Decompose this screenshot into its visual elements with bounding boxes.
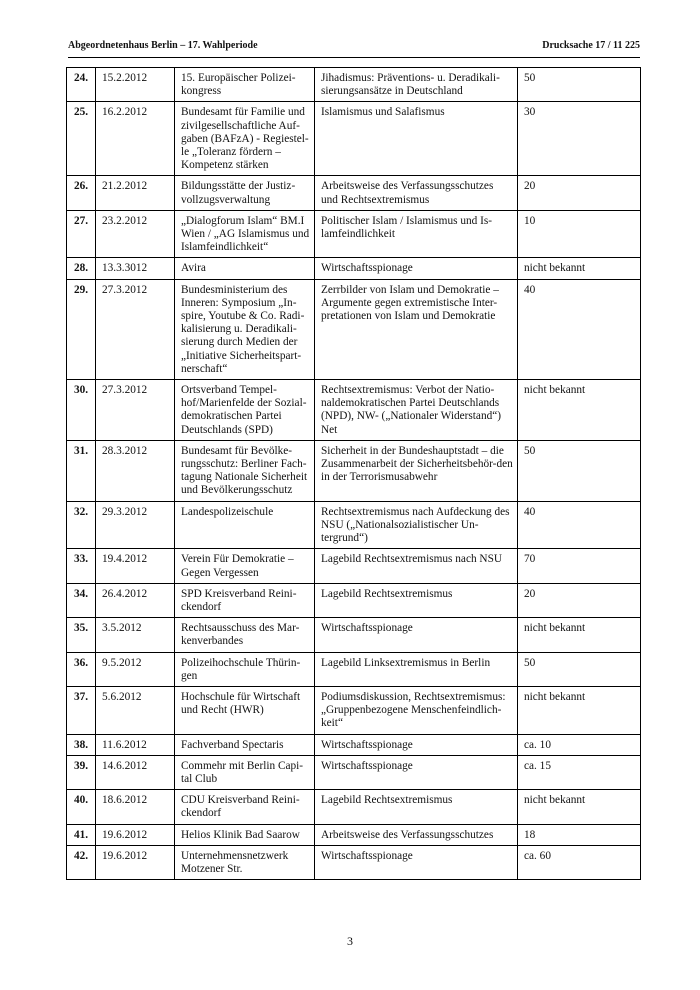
row-date: 18.6.2012: [96, 790, 175, 824]
table-row: [67, 102, 641, 176]
row-topic: Zerrbilder von Islam und Demokratie – Argumente gegen extremistische Inter-pretationen von Islam und Demokratie: [315, 279, 518, 379]
row-date: 19.6.2012: [96, 845, 175, 879]
events-table-body: [67, 68, 641, 880]
row-number: 26.: [67, 176, 96, 210]
row-participants: ca. 60: [518, 845, 641, 879]
row-participants: nicht bekannt: [518, 686, 641, 734]
row-topic: Wirtschaftsspionage: [315, 618, 518, 652]
row-organization: „Dialogforum Islam“ BM.I Wien / „AG Islamismus und Islamfeindlichkeit“: [175, 210, 315, 258]
row-organization: Bundesministerium des Inneren: Symposium „In-spire, Youtube & Co. Radi-kalisierung u. Deradikali-sierung durch Medien der „Initiative Sicherheitspart-nerschaft“: [175, 279, 315, 379]
row-participants: 50: [518, 440, 641, 501]
row-date: 16.2.2012: [96, 102, 175, 176]
table-row: [67, 279, 641, 379]
page-number: 3: [347, 934, 353, 948]
row-topic: Sicherheit in der Bundeshauptstadt – die Zusammenarbeit der Sicherheitsbehör-den in der Terrorismusabwehr: [315, 440, 518, 501]
row-organization: Bildungsstätte der Justiz-vollzugsverwaltung: [175, 176, 315, 210]
table-row: [67, 686, 641, 734]
row-organization: Fachverband Spectaris: [175, 734, 315, 755]
row-date: 19.4.2012: [96, 549, 175, 583]
row-date: 27.3.2012: [96, 279, 175, 379]
row-participants: nicht bekannt: [518, 258, 641, 279]
row-date: 23.2.2012: [96, 210, 175, 258]
row-date: 29.3.2012: [96, 501, 175, 549]
row-participants: 40: [518, 279, 641, 379]
row-number: 36.: [67, 652, 96, 686]
row-number: 40.: [67, 790, 96, 824]
row-topic: Lagebild Linksextremismus in Berlin: [315, 652, 518, 686]
row-date: 27.3.2012: [96, 380, 175, 441]
row-number: 38.: [67, 734, 96, 755]
row-organization: 15. Europäischer Polizei-kongress: [175, 68, 315, 102]
row-number: 31.: [67, 440, 96, 501]
row-date: 26.4.2012: [96, 583, 175, 617]
row-number: 39.: [67, 755, 96, 789]
row-topic: Lagebild Rechtsextremismus: [315, 790, 518, 824]
row-date: 11.6.2012: [96, 734, 175, 755]
row-number: 25.: [67, 102, 96, 176]
row-number: 34.: [67, 583, 96, 617]
header-rule: [68, 57, 640, 58]
row-topic: Wirtschaftsspionage: [315, 258, 518, 279]
row-topic: Rechtsextremismus nach Aufdeckung des NSU („Nationalsozialistischer Un-tergrund“): [315, 501, 518, 549]
row-participants: ca. 15: [518, 755, 641, 789]
row-organization: Bundesamt für Bevölke-rungsschutz: Berliner Fach-tagung Nationale Sicherheit und Bevölkerungsschutz: [175, 440, 315, 501]
row-date: 19.6.2012: [96, 824, 175, 845]
row-topic: Wirtschaftsspionage: [315, 845, 518, 879]
row-topic: Lagebild Rechtsextremismus nach NSU: [315, 549, 518, 583]
row-number: 28.: [67, 258, 96, 279]
row-number: 37.: [67, 686, 96, 734]
table-row: [67, 845, 641, 879]
row-organization: Ortsverband Tempel-hof/Marienfelde der Sozial-demokratischen Partei Deutschlands (SPD): [175, 380, 315, 441]
row-date: 13.3.3012: [96, 258, 175, 279]
table-row: [67, 790, 641, 824]
row-date: 21.2.2012: [96, 176, 175, 210]
row-organization: SPD Kreisverband Reini-ckendorf: [175, 583, 315, 617]
table-row: [67, 68, 641, 102]
table-row: [67, 652, 641, 686]
row-number: 32.: [67, 501, 96, 549]
row-organization: Verein Für Demokratie – Gegen Vergessen: [175, 549, 315, 583]
table-row: [67, 176, 641, 210]
row-date: 28.3.2012: [96, 440, 175, 501]
row-number: 35.: [67, 618, 96, 652]
row-participants: 18: [518, 824, 641, 845]
row-number: 29.: [67, 279, 96, 379]
header-document-number: Drucksache 17 / 11 225: [542, 40, 640, 51]
row-participants: 40: [518, 501, 641, 549]
row-topic: Arbeitsweise des Verfassungsschutzes: [315, 824, 518, 845]
row-topic: Lagebild Rechtsextremismus: [315, 583, 518, 617]
row-topic: Jihadismus: Präventions- u. Deradikali-sierungsansätze in Deutschland: [315, 68, 518, 102]
row-organization: Commehr mit Berlin Capi-tal Club: [175, 755, 315, 789]
row-topic: Islamismus und Salafismus: [315, 102, 518, 176]
row-topic: Politischer Islam / Islamismus und Is-lamfeindlichkeit: [315, 210, 518, 258]
row-participants: 70: [518, 549, 641, 583]
row-organization: Unternehmensnetzwerk Motzener Str.: [175, 845, 315, 879]
table-row: [67, 755, 641, 789]
row-organization: Avira: [175, 258, 315, 279]
row-topic: Rechtsextremismus: Verbot der Natio-naldemokratischen Partei Deutschlands (NPD), NW- („Nationaler Widerstand“) Net: [315, 380, 518, 441]
table-row: [67, 618, 641, 652]
table-row: [67, 583, 641, 617]
row-participants: 50: [518, 652, 641, 686]
row-date: 14.6.2012: [96, 755, 175, 789]
row-topic: Podiumsdiskussion, Rechtsextremismus: „Gruppenbezogene Menschenfeindlich-keit“: [315, 686, 518, 734]
row-organization: Bundesamt für Familie und zivilgesellschaftliche Auf-gaben (BAFzA) - Regiestel-le „Toleranz fördern – Kompetenz stärken: [175, 102, 315, 176]
row-number: 33.: [67, 549, 96, 583]
table-row: [67, 734, 641, 755]
row-organization: Hochschule für Wirtschaft und Recht (HWR): [175, 686, 315, 734]
row-participants: 20: [518, 176, 641, 210]
row-participants: 20: [518, 583, 641, 617]
row-organization: CDU Kreisverband Reini-ckendorf: [175, 790, 315, 824]
header-parliament: Abgeordnetenhaus Berlin – 17. Wahlperiode: [68, 40, 258, 51]
row-date: 15.2.2012: [96, 68, 175, 102]
table-row: [67, 258, 641, 279]
row-participants: 50: [518, 68, 641, 102]
row-number: 41.: [67, 824, 96, 845]
row-organization: Landespolizeischule: [175, 501, 315, 549]
table-row: [67, 824, 641, 845]
row-participants: 30: [518, 102, 641, 176]
row-date: 5.6.2012: [96, 686, 175, 734]
table-row: [67, 380, 641, 441]
row-participants: nicht bekannt: [518, 380, 641, 441]
row-topic: Arbeitsweise des Verfassungsschutzes und Rechtsextremismus: [315, 176, 518, 210]
row-participants: nicht bekannt: [518, 790, 641, 824]
events-table: [66, 67, 641, 880]
row-number: 27.: [67, 210, 96, 258]
row-participants: 10: [518, 210, 641, 258]
row-participants: ca. 10: [518, 734, 641, 755]
row-date: 3.5.2012: [96, 618, 175, 652]
table-row: [67, 440, 641, 501]
page-header: [68, 40, 640, 54]
row-organization: Polizeihochschule Thürin-gen: [175, 652, 315, 686]
row-date: 9.5.2012: [96, 652, 175, 686]
table-row: [67, 210, 641, 258]
table-row: [67, 501, 641, 549]
row-organization: Helios Klinik Bad Saarow: [175, 824, 315, 845]
row-topic: Wirtschaftsspionage: [315, 734, 518, 755]
row-number: 30.: [67, 380, 96, 441]
row-topic: Wirtschaftsspionage: [315, 755, 518, 789]
row-participants: nicht bekannt: [518, 618, 641, 652]
table-row: [67, 549, 641, 583]
row-organization: Rechtsausschuss des Mar-kenverbandes: [175, 618, 315, 652]
row-number: 24.: [67, 68, 96, 102]
row-number: 42.: [67, 845, 96, 879]
